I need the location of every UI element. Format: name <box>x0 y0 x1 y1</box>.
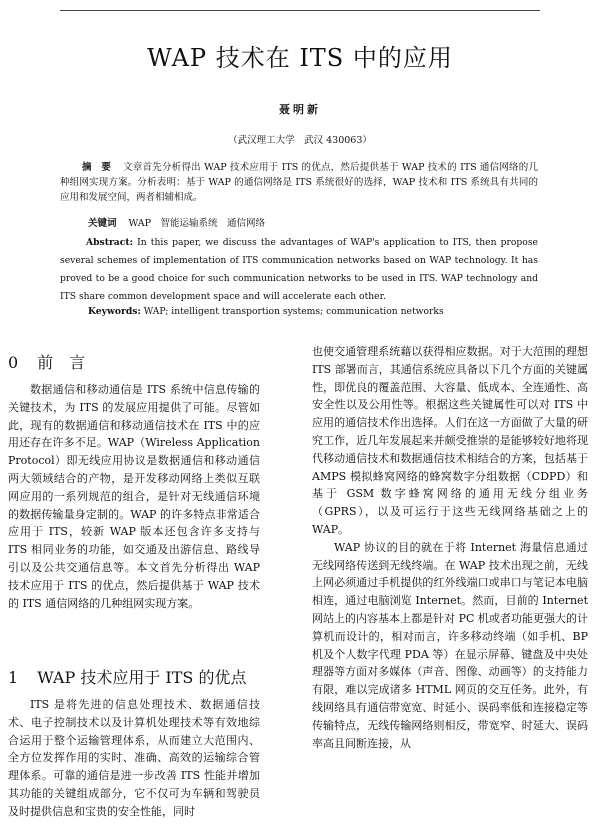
keywords-cn <box>88 216 538 231</box>
section-1-paragraph: ITS 是将先进的信息处理技术、数据通信技术、电子控制技术以及计算机处理技术等有效地综合运用于整个运输管理体系，从而建立大范围内、全方位发挥作用的实时、准确、高效的运输综合管理体系。可靠的通信是进一步改善 ITS 性能并增加其功能的关键组成部分，它不仅可为车辆和驾驶员及时提供信息和宝贵的安全性能，同时 <box>8 698 260 818</box>
abstract-cn <box>60 160 538 205</box>
section-1-body <box>8 696 260 821</box>
keywords-en-label: Keywords: <box>88 306 141 317</box>
section-1-number: 1 <box>8 668 19 687</box>
right-column <box>312 343 588 752</box>
author: 聂明新 <box>279 103 321 116</box>
abstract-en-label: Abstract: <box>86 237 133 248</box>
abstract-cn-text: 文章首先分析得出 WAP 技术应用于 ITS 的优点，然后提供基于 WAP 技术的 ITS 通信网络的几种组网实现方案。分析表明：基于 WAP 的通信网络是 ITS 系统很好的选择，WAP 技术和 ITS 系统具有共同的应用和发展空间，两者相辅相成。 <box>60 162 538 203</box>
section-0-body <box>8 381 260 612</box>
right-paragraph-2: WAP 协议的目的就在于将 Internet 海量信息通过无线网络传送到无线终端。在 WAP 技术出现之前，无线上网必须通过手机提供的红外线端口或串口与笔记本电脑相连，通过电脑浏览 Internet。然而，目前的 Internet 网站上的内容基本上都是针对 PC 机或者功能更强大的计算机而设计的，相对而言，许多移动终端（如手机、BP 机及个人数字代理 PDA 等）在显示屏幕、键盘及中央处理器等方面对多媒体（声音、图像、动画等）的支持能力有限，难以完成诸多 HTML 网页的交互任务。此外，有线网络具有通信带宽宽、时延小、误码率低和连接稳定等传输特点，无线传输网络则相反，带宽窄、时延大、误码率高且间断连接，从 <box>312 540 588 750</box>
abstract-cn-label: 摘 要 <box>82 162 112 173</box>
section-0-heading <box>8 350 85 373</box>
keywords-cn-label: 关键词 <box>88 218 117 229</box>
section-1-heading <box>8 665 246 688</box>
top-rule <box>60 10 540 11</box>
section-0-paragraph: 数据通信和移动通信是 ITS 系统中信息传输的关键技术，为 ITS 的发展应用提供了可能。尽管如此，现有的数据通信和移动通信技术在 ITS 中的应用还存在许多不足。WAP（Wireless Application Protocol）即无线应用协议是数据通信和移动通信两大领域结合的产物，是开发移动网络上类似互联网应用的一系列规范的组合，是针对无线通信环境的数据传输量身定制的。WAP 的许多特点非常适合应用于 ITS，较新 WAP 版本还包含许多支持与 ITS 相同业务的功能，如交通及出游信息、路线导引以及公共交通信息等。本文首先分析得出 WAP 技术应用于 ITS 的优点，然后提供基于 WAP 技术的 ITS 通信网络的几种组网实现方案。 <box>8 383 260 610</box>
section-0-number: 0 <box>8 353 19 372</box>
paper-title: WAP 技术在 ITS 中的应用 <box>147 44 453 72</box>
affiliation: （武汉理工大学 武汉 430063） <box>228 135 372 146</box>
keywords-en <box>88 304 538 319</box>
section-0-title: 前 言 <box>37 353 86 372</box>
keywords-en-text: WAP; intelligent transportion systems; communication networks <box>143 306 444 317</box>
keywords-cn-text: WAP 智能运输系统 通信网络 <box>128 218 266 229</box>
right-paragraph-1: 也使交通管理系统藉以获得相应数据。对于大范围的理想 ITS 部署而言，其通信系统应具备以下几个方面的关键属性，即优良的覆盖范围、大容量、低成本、全连通性、高安全性以及公用性等。根据这些关键属性可以对 ITS 中应用的通信技术作出选择。人们在这一方面做了大量的研究工作，近几年发展起来并颇受推崇的是能够较好地将现代移动通信技术和数据通信技术相结合的方案，包括基于 AMPS 模拟蜂窝网络的蜂窝数字分组数据（CDPD）和基于 GSM 数字蜂窝网络的通用无线分组业务（GPRS），以及可运行于这些无线网络基础之上的 WAP。 <box>312 345 588 536</box>
abstract-en-text: In this paper, we discuss the advantages of WAP's application to ITS, then propose several schemes of implementation of ITS communication networks based on WAP technology. It has proved to be a good choice for such communication networks to be used in ITS. WAP technology and ITS share common development space and will accelerate each other. <box>60 237 538 302</box>
abstract-en <box>60 234 538 306</box>
section-1-title: WAP 技术应用于 ITS 的优点 <box>37 668 247 687</box>
